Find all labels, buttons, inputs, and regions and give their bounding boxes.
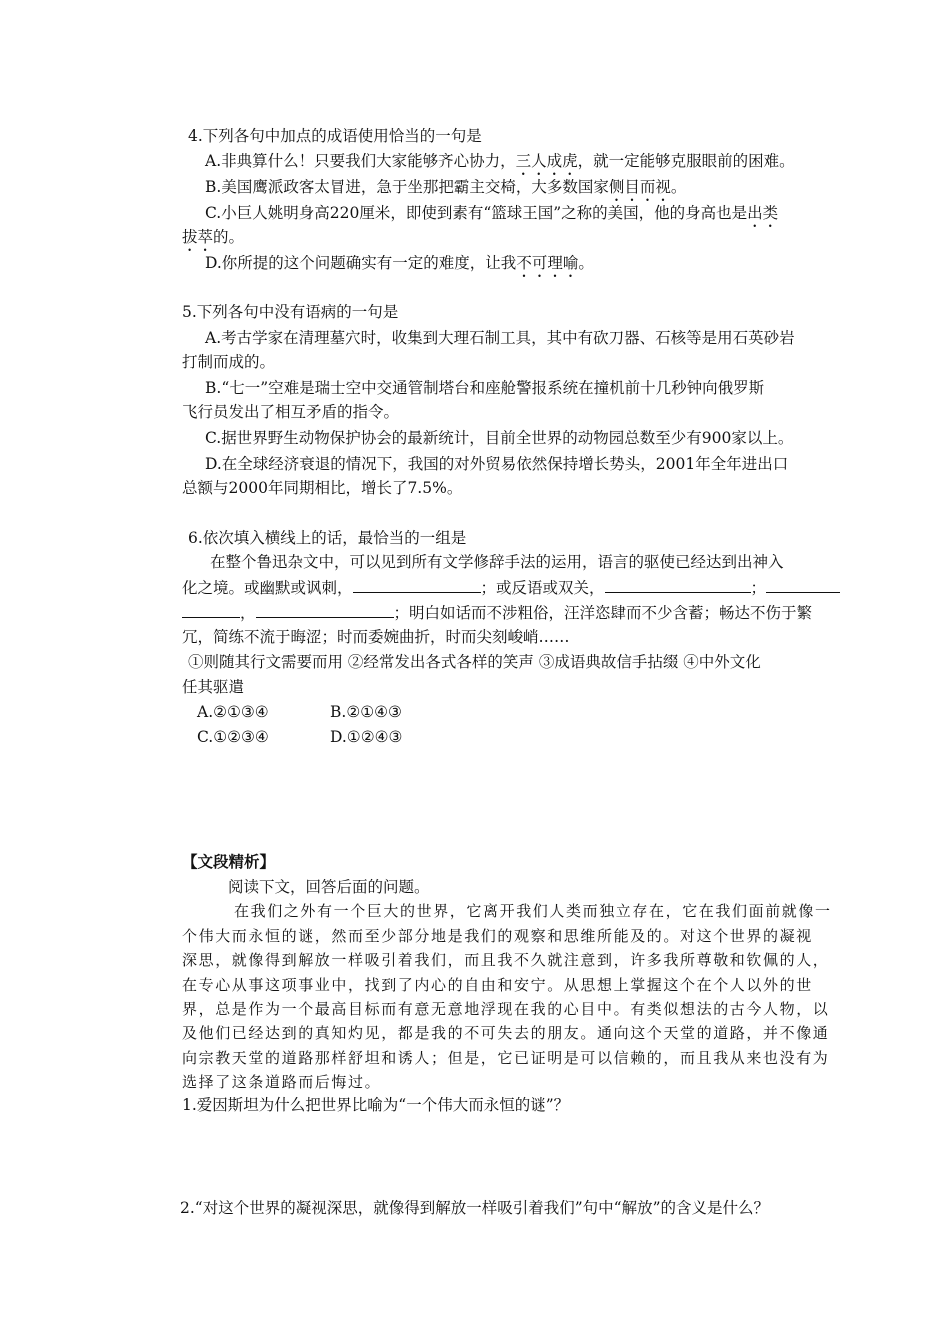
q4-option-c: C.小巨人姚明身高220厘米，即使到素有“篮球王国”之称的美国，他的身高也是出类 (205, 204, 779, 222)
reading-question-1: 1.爱因斯坦为什么把世界比喻为“一个伟大而永恒的谜”？ (182, 1096, 570, 1114)
passage-line: 在专心从事这项事业中，找到了内心的自由和安宁。从思想上掌握这个在个人以外的世 (182, 976, 813, 994)
q5-option-d-cont: 总额与2000年同期相比，增长了7.5%。 (182, 479, 463, 497)
emphasized-idiom: 拔萃 (182, 228, 214, 246)
q6-option-d: D.①②④③ (330, 728, 403, 746)
q4-option-b: B.美国鹰派政客太冒进，急于坐那把霸主交椅，大多数国家侧目而视。 (205, 178, 687, 196)
q5-option-c: C.据世界野生动物保护协会的最新统计，目前全世界的动物园总数至少有900家以上。 (205, 429, 794, 447)
fill-blank-2 (605, 576, 751, 593)
passage-line: 选择了这条道路而后悔过。 (182, 1073, 382, 1091)
q4-option-a: A.非典算什么！只要我们大家能够齐心协力，三人成虎，就一定能够克服眼前的困难。 (205, 152, 795, 170)
q6-paragraph-line4: 冗，简练不流于晦涩；时而委婉曲折，时而尖刻峻峭…… (182, 628, 570, 646)
passage-line: 个伟大而永恒的谜，然而至少部分地是我们的观察和思维所能及的。对这个世界的凝视 (182, 927, 813, 945)
passage-line: 界，总是作为一个最高目标而有意无意地浮现在我的心目中。有类似想法的古今人物，以 (182, 1000, 830, 1018)
section-heading: 【文段精析】 (182, 853, 276, 871)
q6-paragraph-line3: ， ；明白如话而不涉粗俗，汪洋恣肆而不少含蓄；畅达不伤于繁 (182, 601, 812, 623)
reading-instruction: 阅读下文，回答后面的问题。 (228, 878, 430, 896)
emphasized-idiom: 不可理喻 (516, 254, 579, 272)
q5-option-b: B.“七一”空难是瑞士空中交通管制塔台和座舱警报系统在撞机前十几秒钟向俄罗斯 (205, 379, 765, 397)
q6-paragraph-line1: 在整个鲁迅杂文中，可以见到所有文学修辞手法的运用，语言的驱使已经达到出神入 (210, 553, 784, 571)
q6-items-line2: 任其驱遣 (182, 678, 245, 696)
q6-option-a: A.②①③④ (197, 703, 269, 721)
passage-line: 在我们之外有一个巨大的世界，它离开我们人类而独立存在，它在我们面前就像一 (234, 902, 832, 920)
fill-blank-4 (256, 601, 394, 618)
q5-option-d: D.在全球经济衰退的情况下，我国的对外贸易依然保持增长势头，2001年全年进出口 (205, 455, 789, 473)
emphasized-idiom: 三人成虎 (515, 152, 578, 170)
q6-stem: 6.依次填入横线上的话，最恰当的一组是 (188, 529, 467, 547)
fill-blank-3-cont (182, 601, 240, 618)
q5-option-b-cont: 飞行员发出了相互矛盾的指令。 (182, 403, 400, 421)
q4-option-d: D.你所提的这个问题确实有一定的难度，让我不可理喻。 (205, 254, 594, 272)
passage-line: 深思，就像得到解放一样吸引着我们，而且我不久就注意到，许多我所尊敬和钦佩的人， (182, 951, 830, 969)
q4-option-c-cont: 拔萃的。 (182, 228, 245, 246)
q6-paragraph-line2: 化之境。或幽默或讽刺， ；或反语或双关， ； (182, 576, 840, 598)
q6-option-c: C.①②③④ (197, 728, 269, 746)
passage-line: 及他们已经达到的真知灼见，都是我的不可失去的朋友。通向这个天堂的道路，并不像通 (182, 1024, 830, 1042)
fill-blank-1 (353, 576, 481, 593)
reading-question-2: 2.“对这个世界的凝视深思，就像得到解放一样吸引着我们”句中“解放”的含义是什么？ (180, 1199, 769, 1217)
q5-stem: 5.下列各句中没有语病的一句是 (182, 303, 399, 321)
q5-option-a-cont: 打制而成的。 (182, 353, 276, 371)
q6-items-line1: ①则随其行文需要而用 ②经常发出各式各样的笑声 ③成语典故信手拈缀 ④中外文化 (188, 653, 761, 671)
q4-stem: 4.下列各句中加点的成语使用恰当的一句是 (188, 127, 482, 145)
q6-option-b: B.②①④③ (330, 703, 402, 721)
emphasized-idiom: 出类 (747, 204, 779, 222)
passage-line: 向宗教天堂的道路那样舒坦和诱人；但是，它已证明是可以信赖的，而且我从来也没有为 (182, 1049, 830, 1067)
q5-option-a: A.考古学家在清理墓穴时，收集到大理石制工具，其中有砍刀器、石核等是用石英砂岩 (205, 329, 795, 347)
fill-blank-3 (766, 576, 840, 593)
emphasized-idiom: 侧目而视 (608, 178, 671, 196)
